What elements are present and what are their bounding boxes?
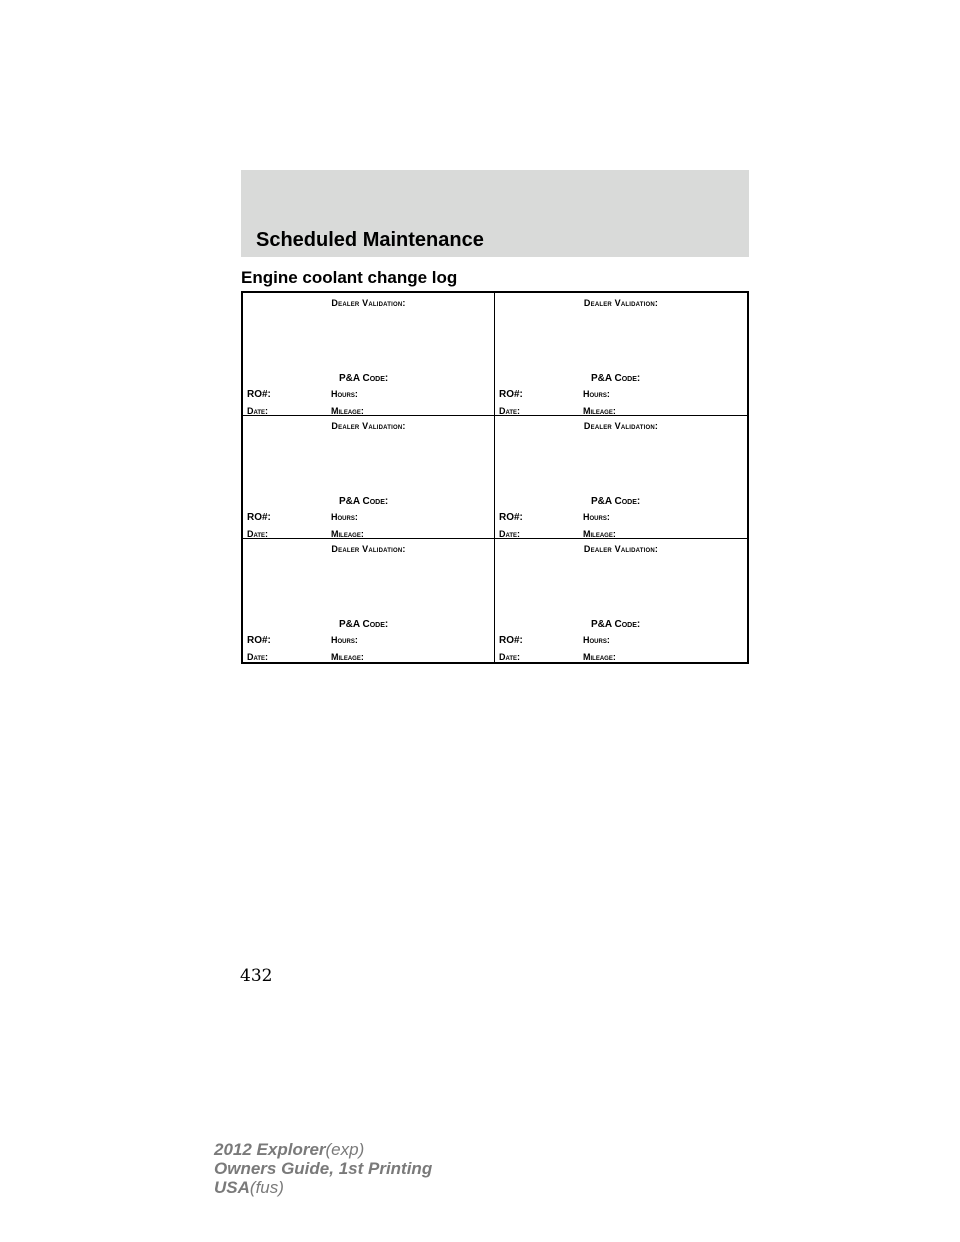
mileage-label: Mileage: [583,652,616,662]
page-number: 432 [240,966,273,986]
footer-model: 2012 Explorer [214,1140,326,1159]
hours-label: Hours: [331,512,358,522]
log-entry-cell [495,293,747,416]
date-label: Date: [247,652,269,662]
pa-code-label: P&A Code: [339,496,389,507]
ro-number-label: RO#: [247,389,271,400]
footer-line-3 [214,1178,432,1197]
mileage-label: Mileage: [331,652,364,662]
hours-label: Hours: [583,635,610,645]
hours-label: Hours: [583,512,610,522]
ro-number-label: RO#: [499,635,523,646]
dealer-validation-label: Dealer Validation: [583,421,659,431]
mileage-label: Mileage: [583,406,616,416]
dealer-validation-label: Dealer Validation: [331,421,406,431]
ro-number-label: RO#: [247,512,271,523]
footer-line-1 [214,1140,432,1159]
pa-code-label: P&A Code: [339,619,389,630]
pa-code-label: P&A Code: [591,496,641,507]
footer-market: USA [214,1178,250,1197]
section-header-title: Scheduled Maintenance [256,229,484,251]
footer-market-code: (fus) [249,1178,284,1197]
dealer-validation-label: Dealer Validation: [583,544,659,554]
ro-number-label: RO#: [247,635,271,646]
log-entry-cell [243,416,495,539]
pa-code-label: P&A Code: [591,619,641,630]
ro-number-label: RO#: [499,512,523,523]
date-label: Date: [499,406,521,416]
date-label: Date: [499,652,521,662]
print-footer [214,1140,432,1197]
dealer-validation-label: Dealer Validation: [331,298,406,308]
log-entry-cell [243,293,495,416]
date-label: Date: [247,406,269,416]
ro-number-label: RO#: [499,389,523,400]
pa-code-label: P&A Code: [339,373,389,384]
page-title: Engine coolant change log [241,268,458,287]
mileage-label: Mileage: [331,406,364,416]
footer-line-2: Owners Guide, 1st Printing [214,1159,433,1178]
log-entry-cell [495,416,747,539]
dealer-validation-label: Dealer Validation: [331,544,406,554]
section-header-band [241,170,749,257]
log-entry-cell [495,539,747,662]
footer-model-code: (exp) [325,1140,365,1159]
date-label: Date: [247,529,269,539]
dealer-validation-label: Dealer Validation: [583,298,659,308]
hours-label: Hours: [583,389,610,399]
mileage-label: Mileage: [331,529,364,539]
log-entry-cell [243,539,495,662]
mileage-label: Mileage: [583,529,616,539]
coolant-change-log-table [241,291,749,664]
date-label: Date: [499,529,521,539]
hours-label: Hours: [331,389,358,399]
hours-label: Hours: [331,635,358,645]
pa-code-label: P&A Code: [591,373,641,384]
